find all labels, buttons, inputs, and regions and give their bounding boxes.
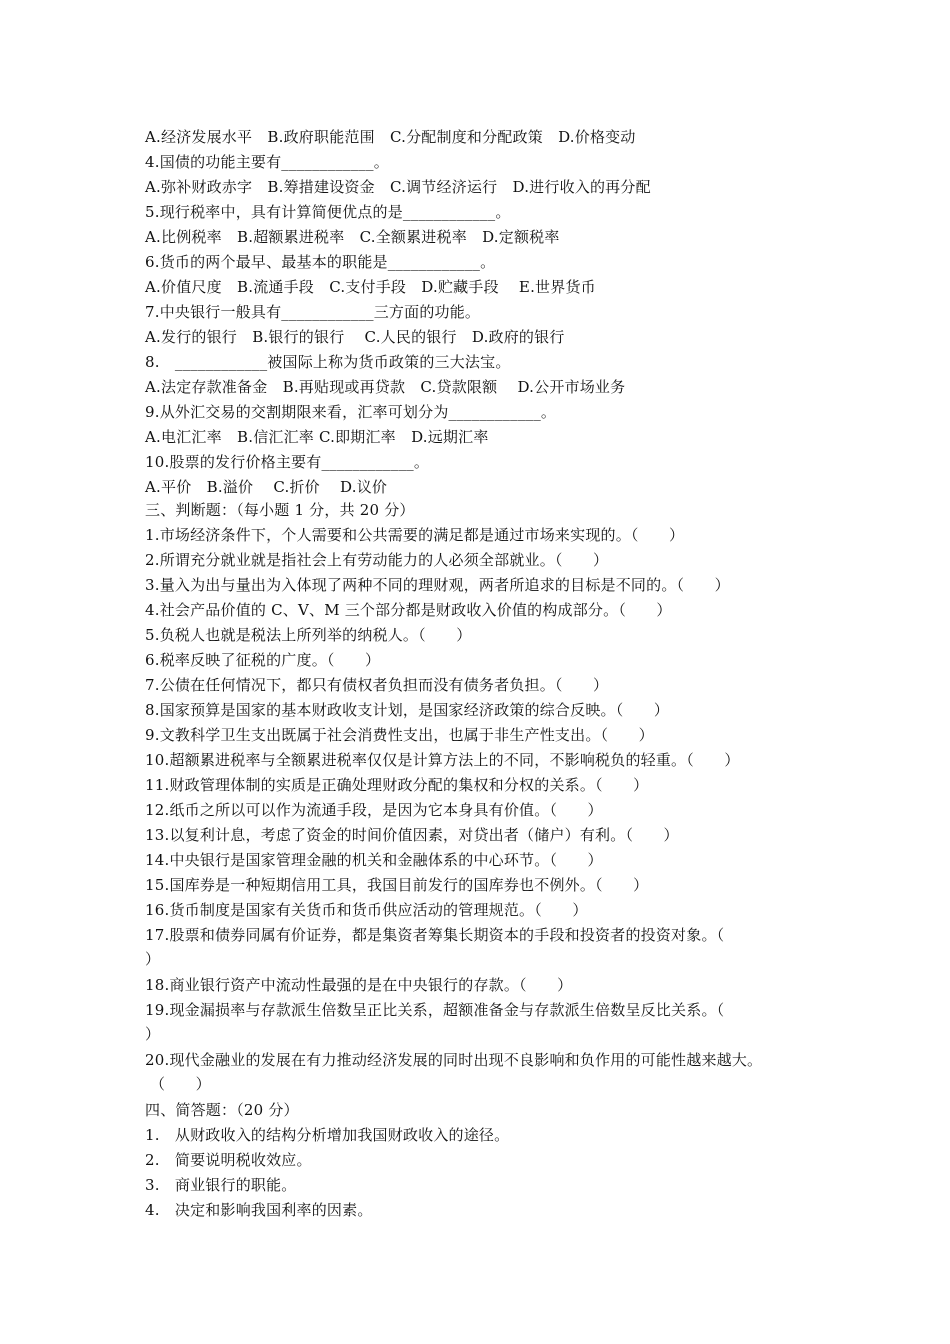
judgment-item-5: 5.负税人也就是税法上所列举的纳税人。（ ）	[145, 626, 472, 644]
judgment-item-9: 9.文教科学卫生支出既属于社会消费性支出，也属于非生产性支出。（ ）	[145, 726, 654, 744]
judgment-item-15: 15.国库券是一种短期信用工具，我国目前发行的国库券也不例外。（ ）	[145, 876, 649, 894]
judgment-item-11: 11.财政管理体制的实质是正确处理财政分配的集权和分权的关系。（ ）	[145, 776, 649, 794]
answer-options-q3: A.经济发展水平 B.政府职能范围 C.分配制度和分配政策 D.价格变动	[145, 128, 636, 146]
judgment-item-17-continuation: ）	[145, 950, 161, 968]
judgment-item-16: 16.货币制度是国家有关货币和货币供应活动的管理规范。（ ）	[145, 901, 588, 919]
judgment-item-19: 19.现金漏损率与存款派生倍数呈正比关系，超额准备金与存款派生倍数呈反比关系。（	[145, 1001, 725, 1019]
answer-options-q10: A.平价 B.溢价 C.折价 D.议价	[145, 478, 388, 496]
question-5: 5.现行税率中，具有计算简便优点的是____________。	[145, 203, 511, 221]
answer-options-q4: A.弥补财政赤字 B.筹措建设资金 C.调节经济运行 D.进行收入的再分配	[145, 178, 651, 196]
judgment-item-1: 1.市场经济条件下，个人需要和公共需要的满足都是通过市场来实现的。（ ）	[145, 526, 685, 544]
judgment-item-7: 7.公债在任何情况下，都只有债权者负担而没有债务者负担。（ ）	[145, 676, 609, 694]
judgment-item-17: 17.股票和债券同属有价证券，都是集资者筹集长期资本的手段和投资者的投资对象。（	[145, 926, 725, 944]
short-answer-item-1: 1. 从财政收入的结构分析增加我国财政收入的途径。	[145, 1126, 510, 1144]
judgment-item-12: 12.纸币之所以可以作为流通手段，是因为它本身具有价值。（ ）	[145, 801, 603, 819]
question-9: 9.从外汇交易的交割期限来看，汇率可划分为____________。	[145, 403, 557, 421]
answer-options-q9: A.电汇汇率 B.信汇汇率 C.即期汇率 D.远期汇率	[145, 428, 489, 446]
short-answer-item-2: 2. 简要说明税收效应。	[145, 1151, 312, 1169]
answer-options-q6: A.价值尺度 B.流通手段 C.支付手段 D.贮藏手段 E.世界货币	[145, 278, 596, 296]
judgment-item-3: 3.量入为出与量出为入体现了两种不同的理财观，两者所追求的目标是不同的。（ ）	[145, 576, 730, 594]
judgment-item-20-continuation: （ ）	[145, 1075, 211, 1093]
judgment-item-19-continuation: ）	[145, 1025, 161, 1043]
question-7: 7.中央银行一般具有____________三方面的功能。	[145, 303, 481, 321]
judgment-item-14: 14.中央银行是国家管理金融的机关和金融体系的中心环节。（ ）	[145, 851, 603, 869]
judgment-item-2: 2.所谓充分就业就是指社会上有劳动能力的人必须全部就业。（ ）	[145, 551, 609, 569]
question-4: 4.国债的功能主要有____________。	[145, 153, 389, 171]
judgment-item-8: 8.国家预算是国家的基本财政收支计划，是国家经济政策的综合反映。（ ）	[145, 701, 670, 719]
judgment-item-13: 13.以复利计息，考虑了资金的时间价值因素，对贷出者（储户）有利。（ ）	[145, 826, 679, 844]
short-answer-item-3: 3. 商业银行的职能。	[145, 1176, 297, 1194]
short-answer-item-4: 4. 决定和影响我国利率的因素。	[145, 1201, 373, 1219]
answer-options-q8: A.法定存款准备金 B.再贴现或再贷款 C.贷款限额 D.公开市场业务	[145, 378, 626, 396]
answer-options-q5: A.比例税率 B.超额累进税率 C.全额累进税率 D.定额税率	[145, 228, 560, 246]
question-8: 8. ____________被国际上称为货币政策的三大法宝。	[145, 353, 511, 371]
question-6: 6.货币的两个最早、最基本的职能是____________。	[145, 253, 496, 271]
judgment-item-20: 20.现代金融业的发展在有力推动经济发展的同时出现不良影响和负作用的可能性越来越大。	[145, 1051, 763, 1069]
judgment-item-6: 6.税率反映了征税的广度。（ ）	[145, 651, 381, 669]
judgment-item-4: 4.社会产品价值的 C、V、M 三个部分都是财政收入价值的构成部分。（ ）	[145, 601, 672, 619]
section-heading-short-answer: 四、简答题：（20 分）	[145, 1101, 299, 1119]
judgment-item-18: 18.商业银行资产中流动性最强的是在中央银行的存款。（ ）	[145, 976, 573, 994]
answer-options-q7: A.发行的银行 B.银行的银行 C.人民的银行 D.政府的银行	[145, 328, 565, 346]
question-10: 10.股票的发行价格主要有____________。	[145, 453, 430, 471]
section-heading-judgment: 三、判断题：（每小题 1 分，共 20 分）	[145, 501, 415, 519]
judgment-item-10: 10.超额累进税率与全额累进税率仅仅是计算方法上的不同，不影响税负的轻重。（ ）	[145, 751, 740, 769]
